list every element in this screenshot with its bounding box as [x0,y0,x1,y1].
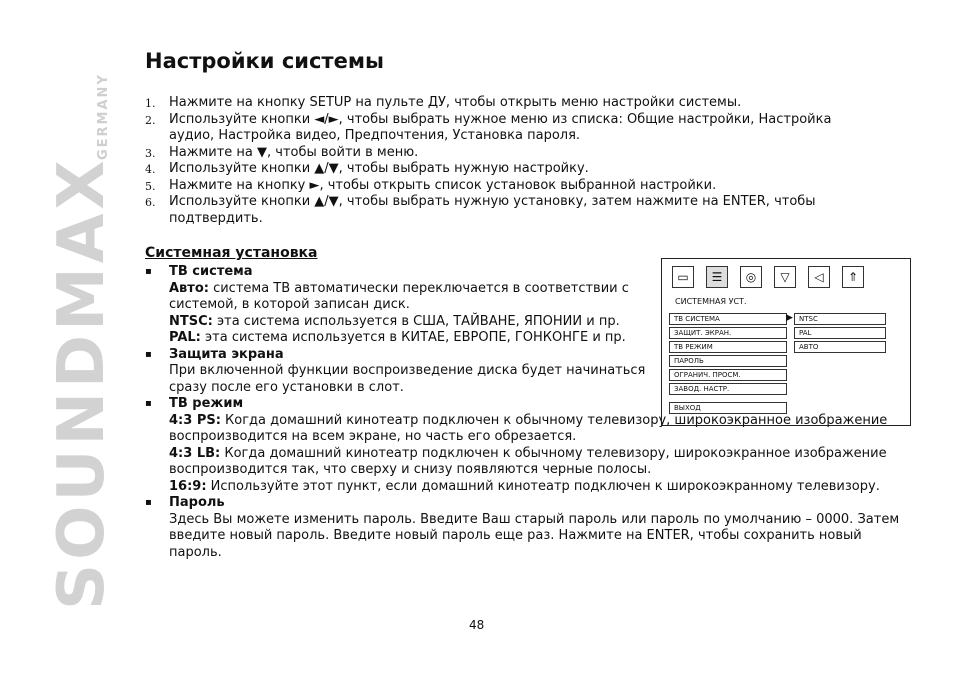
step-text: Нажмите на кнопку ►, чтобы открыть список установок выбранной настройки. [169,177,717,193]
menu-items [669,313,787,397]
section-title: Системная установка [145,245,318,261]
step-text: Используйте кнопки ◄/►, чтобы выбрать нужное меню из списка: Общие настройки, Настройка аудио, Настройка видео, Предпочтения, Установка пароля. [169,111,832,143]
menu-item: ТВ РЕЖИМ [669,341,787,353]
menu-title: СИСТЕМНАЯ УСТ. [675,297,747,306]
list-item [145,194,875,227]
list-item [145,178,875,195]
term-label: 4:3 PS: [169,412,221,428]
upload-icon: ⇑ [842,266,864,288]
item-text: Здесь Вы можете изменить пароль. Введите Ваш старый пароль или пароль по умолчанию – 0000. Затем введите новый пароль. Введите новый пароль еще раз. Нажмите на ENTER, чтобы сохранить новый пароль. [169,511,900,560]
item-heading: ТВ режим [169,396,244,411]
term-text: система ТВ автоматически переключается в соответствии с системой, в которой записан диск. [169,280,629,312]
list-item [145,112,875,145]
menu-item: ТВ СИСТЕМА [669,313,787,325]
menu-exit [669,402,787,416]
term-label: 4:3 LB: [169,445,221,461]
menu-item: ЗАЩИТ. ЭКРАН. [669,327,787,339]
brand-sub: GERMANY [96,73,111,160]
item-heading: Пароль [169,495,225,510]
term-text: Используйте этот пункт, если домашний кинотеатр подключен к широкоэкранному телевизору. [206,478,880,494]
step-number: 1. [145,97,156,110]
disc-icon: ◎ [740,266,762,288]
item-tv-system [145,264,649,347]
term-label: PAL: [169,330,201,345]
term-text: Когда домашний кинотеатр подключен к обычному телевизору, широкоэкранное изображение воспроизводится на всем экране, но часть его обрезается. [169,412,888,444]
menu-item: ЗАВОД. НАСТР. [669,383,787,395]
menu-option: NTSC [794,313,886,325]
page-title: Настройки системы [145,49,384,73]
item-heading: Защита экрана [169,346,284,362]
item-text [169,479,909,496]
term-label: NTSC: [169,313,213,329]
brand-logo: SOUNDMAX [45,156,119,610]
step-text: Используйте кнопки ▲/▼, чтобы выбрать нужную настройку. [169,161,589,176]
item-text [169,446,909,479]
term-text: Когда домашний кинотеатр подключен к обычному телевизору, широкоэкранное изображение воспроизводится так, что сверху и снизу появляются черные полосы. [169,445,887,477]
item-password [145,495,909,561]
term-text: эта система используется в КИТАЕ, ЕВРОПЕ, ГОНКОНГЕ и пр. [200,330,626,345]
item-text [169,281,649,314]
list-item [145,145,875,162]
menu-option: PAL [794,327,886,339]
bullet-icon: ▪ [145,348,152,360]
menu-exit-item: ВЫХОД [669,402,787,414]
step-number: 4. [145,163,156,176]
setup-menu-diagram [661,258,911,426]
arrow-right-icon: ▶ [786,313,793,323]
settings-icon: ☰ [706,266,728,288]
bullet-icon: ▪ [145,266,152,277]
speaker-plug-icon: ▽ [774,266,796,288]
speaker-icon: ◁ [808,266,830,288]
item-screen-saver [145,347,649,397]
item-text [169,330,649,347]
term-label: 16:9: [169,478,207,494]
item-text: При включенной функции воспроизведение диска будет начинаться сразу после его установки в слот. [169,363,646,395]
bullet-icon: ▪ [145,497,152,508]
item-text [169,314,649,331]
step-number: 6. [145,196,156,209]
page-number: 48 [469,618,485,632]
step-number: 2. [145,113,156,127]
menu-options [794,313,886,355]
brand-watermark [45,40,119,610]
step-number: 3. [145,146,156,160]
step-text: Нажмите на ▼, чтобы войти в меню. [169,144,419,160]
menu-option: АВТО [794,341,886,353]
bullet-icon: ▪ [145,398,152,409]
step-text: Нажмите на кнопку SETUP на пульте ДУ, чтобы открыть меню настройки системы. [169,95,742,110]
steps-list [145,95,875,227]
term-text: эта система используется в США, ТАЙВАНЕ, ЯПОНИИ и пр. [212,313,620,329]
item-heading: ТВ система [169,264,253,279]
list-item [145,161,875,178]
menu-item: ОГРАНИЧ. ПРОСМ. [669,369,787,381]
term-label: Авто: [169,280,209,296]
step-text: Используйте кнопки ▲/▼, чтобы выбрать нужную установку, затем нажмите на ENTER, чтобы подтвердить. [169,194,816,226]
monitor-icon: ▭ [672,266,694,288]
step-number: 5. [145,179,156,193]
list-item [145,95,875,112]
menu-item: ПАРОЛЬ [669,355,787,367]
